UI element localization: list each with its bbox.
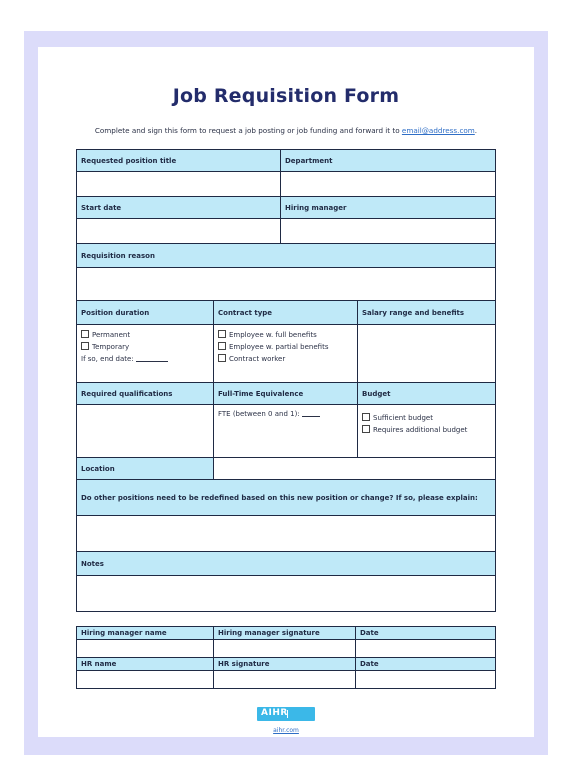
start-date-field[interactable] <box>77 219 281 244</box>
notes-field[interactable] <box>77 576 496 612</box>
header-hiring-manager: Hiring manager <box>281 197 496 219</box>
header-position-duration: Position duration <box>77 301 214 325</box>
requested-position-field[interactable] <box>77 172 281 197</box>
redefine-explanation-field[interactable] <box>77 516 496 552</box>
header-requested-position-title: Requested position title <box>77 150 281 172</box>
checkbox-icon[interactable] <box>218 354 226 362</box>
option-temporary[interactable] <box>81 341 209 353</box>
header-start-date: Start date <box>77 197 281 219</box>
checkbox-icon[interactable] <box>218 330 226 338</box>
header-date: Date <box>356 627 496 640</box>
option-additional-budget-label: Requires additional budget <box>373 426 468 434</box>
site-link[interactable]: aihr.com <box>273 727 299 734</box>
end-date-blank[interactable] <box>136 354 168 362</box>
header-contract-type: Contract type <box>214 301 358 325</box>
hiring-manager-field[interactable] <box>281 219 496 244</box>
checkbox-icon[interactable] <box>218 342 226 350</box>
fte-label: FTE (between 0 and 1): <box>218 410 300 418</box>
checkbox-icon[interactable] <box>81 342 89 350</box>
instructions-text: Complete and sign this form to request a job posting or job funding and forward it to <box>94 126 402 135</box>
logo-text: AIHR <box>261 708 288 718</box>
fte-blank[interactable] <box>302 409 320 417</box>
hr-signature-field[interactable] <box>214 671 356 689</box>
header-redefine-question: Do other positions need to be redefined based on this new position or change? If so, please explain: <box>77 480 496 516</box>
location-field[interactable] <box>214 458 496 480</box>
header-location: Location <box>77 458 214 480</box>
header-hiring-manager-name: Hiring manager name <box>77 627 214 640</box>
hr-name-field[interactable] <box>77 671 214 689</box>
page-frame <box>24 31 548 755</box>
position-duration-options <box>77 325 214 383</box>
option-permanent-label: Permanent <box>92 331 131 339</box>
end-date-line <box>81 353 209 365</box>
header-budget: Budget <box>358 383 496 405</box>
email-link[interactable]: email@address.com <box>401 126 475 135</box>
hiring-manager-name-field[interactable] <box>77 640 214 658</box>
hiring-manager-date-field[interactable] <box>356 640 496 658</box>
aihr-logo <box>257 707 315 721</box>
header-salary-range: Salary range and benefits <box>358 301 496 325</box>
requisition-table <box>76 149 496 612</box>
checkbox-icon[interactable] <box>81 330 89 338</box>
option-full-benefits[interactable] <box>218 329 353 341</box>
header-requisition-reason: Requisition reason <box>77 244 496 268</box>
instructions-end: . <box>474 126 478 135</box>
header-hr-signature: HR signature <box>214 658 356 671</box>
end-date-label: If so, end date: <box>81 355 134 363</box>
budget-options <box>358 405 496 458</box>
option-additional-budget[interactable] <box>362 424 491 436</box>
form-instructions <box>38 126 534 135</box>
signature-table <box>76 626 496 689</box>
fte-line <box>218 408 353 420</box>
salary-range-field[interactable] <box>358 325 496 383</box>
checkbox-icon[interactable] <box>362 413 370 421</box>
option-sufficient-budget[interactable] <box>362 412 491 424</box>
fte-cell <box>214 405 358 458</box>
option-permanent[interactable] <box>81 329 209 341</box>
requisition-reason-field[interactable] <box>77 268 496 301</box>
option-partial-benefits-label: Employee w. partial benefits <box>229 343 329 351</box>
header-fte: Full-Time Equivalence <box>214 383 358 405</box>
header-hiring-manager-signature: Hiring manager signature <box>214 627 356 640</box>
option-sufficient-budget-label: Sufficient budget <box>373 414 433 422</box>
option-temporary-label: Temporary <box>92 343 130 351</box>
department-field[interactable] <box>281 172 496 197</box>
form-page <box>38 47 534 737</box>
option-contract-worker[interactable] <box>218 353 353 365</box>
hiring-manager-signature-field[interactable] <box>214 640 356 658</box>
header-hr-name: HR name <box>77 658 214 671</box>
contract-type-options <box>214 325 358 383</box>
header-date-2: Date <box>356 658 496 671</box>
header-required-qualifications: Required qualifications <box>77 383 214 405</box>
hr-date-field[interactable] <box>356 671 496 689</box>
option-full-benefits-label: Employee w. full benefits <box>229 331 317 339</box>
checkbox-icon[interactable] <box>362 425 370 433</box>
option-contract-worker-label: Contract worker <box>229 355 286 363</box>
option-partial-benefits[interactable] <box>218 341 353 353</box>
required-qualifications-field[interactable] <box>77 405 214 458</box>
form-title: Job Requisition Form <box>172 85 400 107</box>
logo-tagline-mark <box>287 710 314 718</box>
header-department: Department <box>281 150 496 172</box>
header-notes: Notes <box>77 552 496 576</box>
